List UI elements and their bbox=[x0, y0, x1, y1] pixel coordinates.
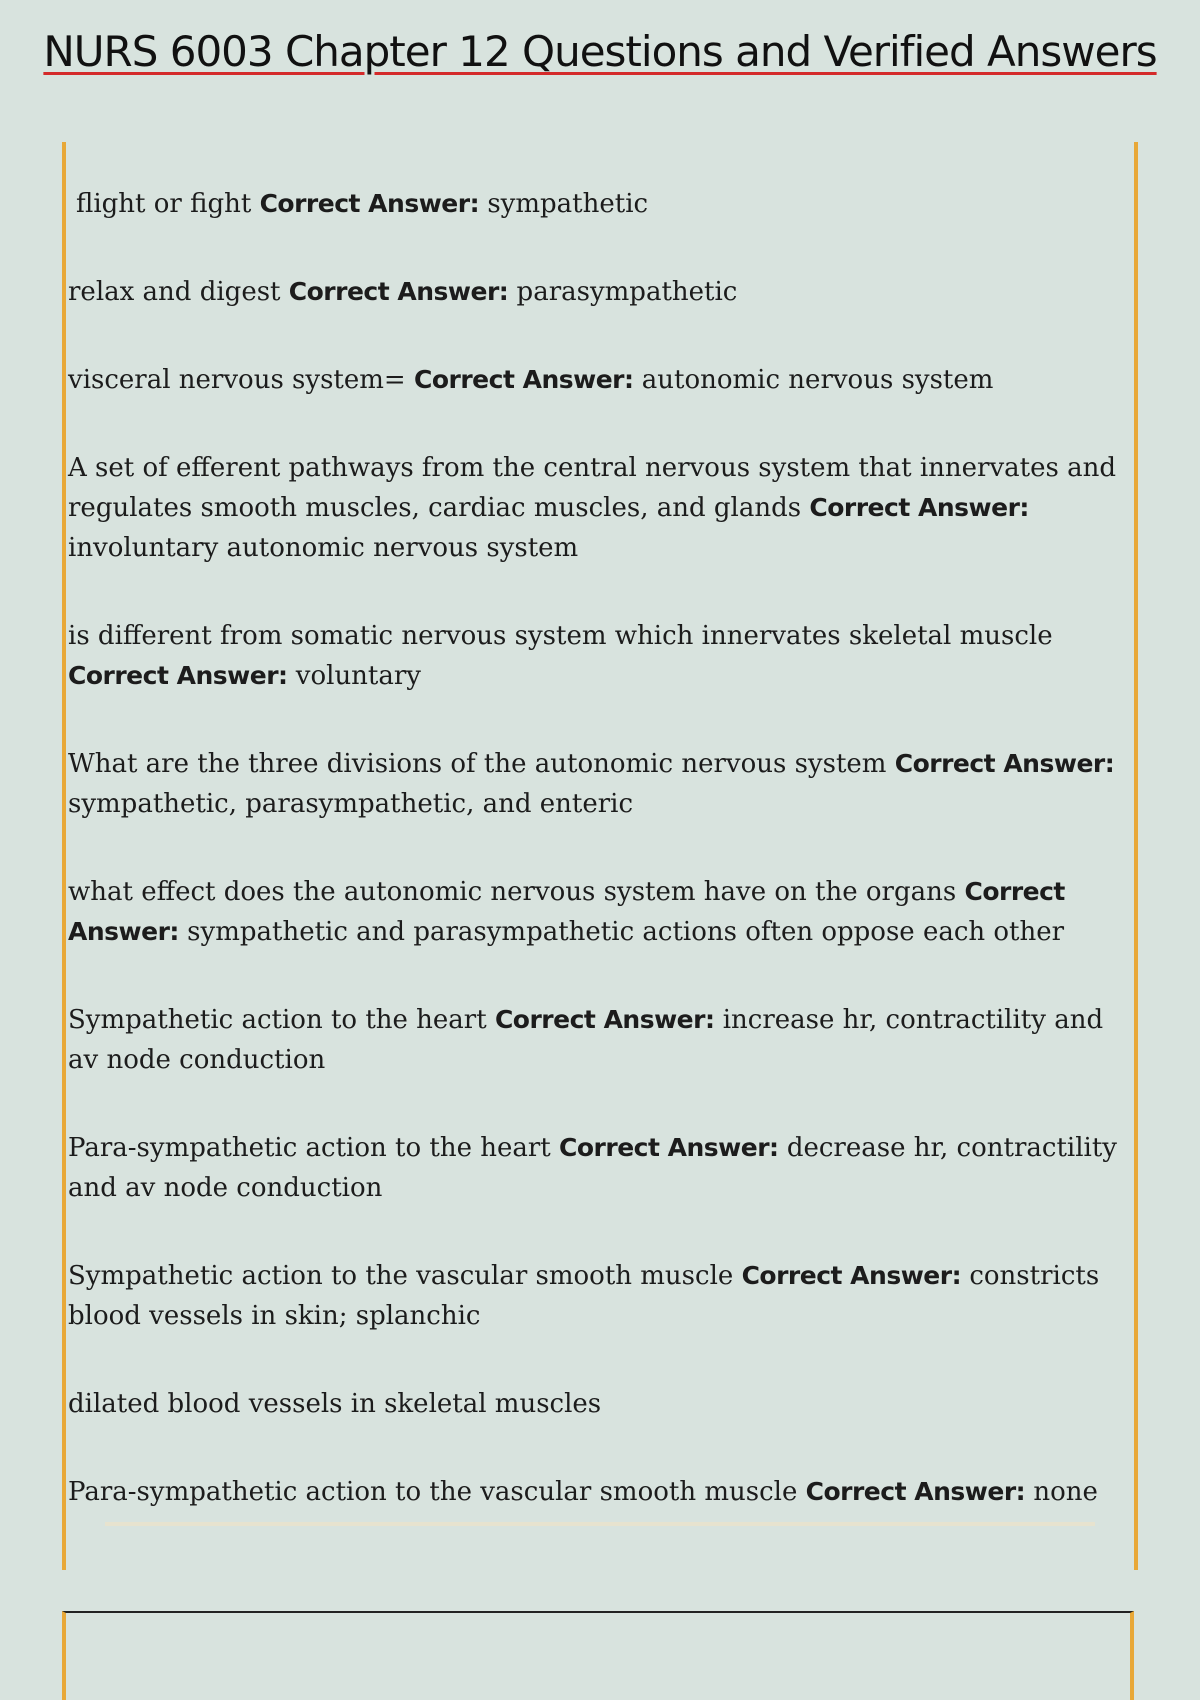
answer-text: involuntary autonomic nervous system bbox=[68, 533, 579, 563]
answer-text: autonomic nervous system bbox=[641, 365, 994, 395]
question-text: is different from somatic nervous system which innervates skeletal muscle bbox=[68, 621, 1053, 651]
question-text: A set of efferent pathways from the central nervous system that innervates and regulates smooth muscles, cardiac muscles, and glands bbox=[68, 453, 1116, 523]
qa-item bbox=[68, 1256, 1128, 1336]
correct-answer-label: Correct Answer: bbox=[259, 189, 480, 218]
question-text: Sympathetic action to the heart bbox=[68, 1005, 487, 1035]
answer-text: decrease hr, contractility and av node conduction bbox=[68, 1133, 1117, 1203]
correct-answer-label: Correct Answer: bbox=[288, 277, 509, 306]
qa-item bbox=[68, 872, 1128, 952]
document-title-text: NURS 6003 Chapter 12 Questions and Verified Answers bbox=[43, 27, 1157, 76]
qa-item bbox=[68, 744, 1128, 824]
question-text: visceral nervous system= bbox=[68, 365, 406, 395]
question-text: Para-sympathetic action to the heart bbox=[68, 1133, 551, 1163]
question-text: relax and digest bbox=[68, 277, 281, 307]
correct-answer-label: Correct Answer: bbox=[741, 1261, 962, 1290]
correct-answer-label: Correct Answer: bbox=[68, 661, 288, 690]
question-text: Sympathetic action to the vascular smooth muscle bbox=[68, 1261, 734, 1291]
answer-text: constricts blood vessels in skin; splanchic bbox=[68, 1261, 1100, 1331]
qa-list bbox=[68, 184, 1128, 1560]
answer-text: none bbox=[1033, 1477, 1098, 1507]
qa-item bbox=[68, 448, 1128, 568]
correct-answer-label: Correct Answer: bbox=[413, 365, 634, 394]
question-text: what effect does the autonomic nervous system have on the organs bbox=[68, 877, 957, 907]
qa-item bbox=[68, 272, 1128, 312]
answer-text: sympathetic and parasympathetic actions often oppose each other bbox=[187, 917, 1065, 947]
correct-answer-label: Correct Answer: bbox=[68, 877, 1065, 946]
qa-item bbox=[68, 184, 1128, 224]
correct-answer-label: Correct Answer: bbox=[494, 1005, 715, 1034]
answer-text: voluntary bbox=[295, 661, 421, 691]
answer-text: increase hr, contractility and av node conduction bbox=[68, 1005, 1104, 1075]
answer-text: sympathetic bbox=[487, 189, 649, 219]
next-page-frame bbox=[62, 1611, 1134, 1700]
answer-text: sympathetic, parasympathetic, and enteric bbox=[68, 789, 634, 819]
qa-item bbox=[68, 360, 1128, 400]
right-border-rule bbox=[1134, 142, 1138, 1570]
correct-answer-label: Correct Answer: bbox=[559, 1133, 779, 1162]
qa-item bbox=[68, 616, 1128, 696]
qa-item bbox=[68, 1000, 1128, 1080]
correct-answer-label: Correct Answer: bbox=[894, 749, 1115, 778]
question-text: dilated blood vessels in skeletal muscles bbox=[68, 1389, 602, 1419]
divider-line bbox=[105, 1522, 1095, 1526]
question-text: What are the three divisions of the autonomic nervous system bbox=[68, 749, 887, 779]
correct-answer-label: Correct Answer: bbox=[809, 493, 1029, 522]
question-text: flight or fight bbox=[76, 189, 252, 219]
qa-item bbox=[68, 1384, 1128, 1424]
correct-answer-label: Correct Answer: bbox=[805, 1477, 1026, 1506]
left-border-rule bbox=[62, 142, 66, 1570]
question-text: Para-sympathetic action to the vascular smooth muscle bbox=[68, 1477, 798, 1507]
qa-item bbox=[68, 1472, 1128, 1512]
document-title bbox=[40, 24, 1160, 80]
qa-item bbox=[68, 1128, 1128, 1208]
answer-text: parasympathetic bbox=[516, 277, 738, 307]
